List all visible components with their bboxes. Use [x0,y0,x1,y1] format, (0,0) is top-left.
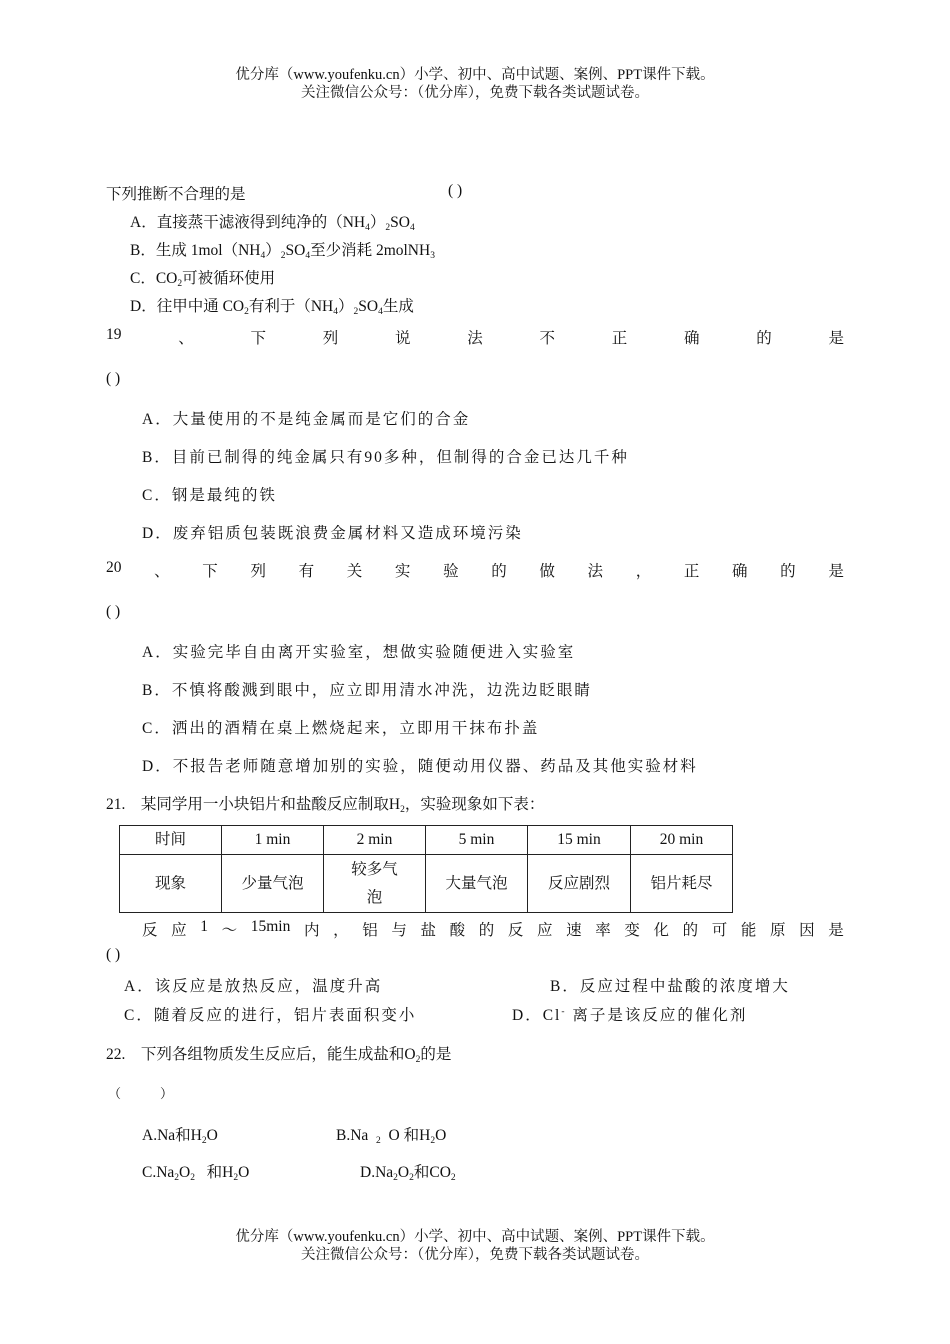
footer-line-1: 优分库（www.youfenku.cn）小学、初中、高中试题、案例、PPT课件下载。 [235,1229,715,1245]
table-header-cell: 2 min [324,826,426,855]
q19-option-c: C．钢是最纯的铁 [142,487,277,504]
q18-option-d: D．往甲中通 $CO_2$有利于$(NH_4)_2SO_4$生成 [130,298,414,317]
table-cell: 较多气泡 [324,855,426,913]
q18-stem: 下列推断不合理的是 [106,186,246,203]
q22-option-b: B.Na $_2$ O 和$H_2O$ [336,1127,447,1146]
q22-option-d: $D.Na_2O_2$和$CO_2$ [360,1164,456,1183]
q21-followup: 反 应 1 ～ 15min 内 ， 铝 与 盐 酸 的 反 应 速 率 变 化 的 可 能 原 因 是 [142,918,844,939]
footer-line-2: 关注微信公众号：（优分库），免费下载各类试题试卷。 [301,1247,649,1263]
table-header-cell: 20 min [631,826,733,855]
q19-stem: 19 、 下 列 说 法 不 正 确 的 是 [106,326,844,347]
q21-paren: ( ) [106,946,121,963]
table-cell: 铝片耗尽 [631,855,733,913]
q20-stem: 20 、 下 列 有 关 实 验 的 做 法 ， 正 确 的 是 [106,559,844,580]
table-header-row [120,826,733,855]
q22-paren: （ ） [108,1086,174,1101]
q18-paren: ( ) [448,182,463,199]
q22-option-c: $C.Na_2O_2$ 和$H_2O$ [142,1164,250,1183]
q21-option-d: D．Cl- 离子是该反应的催化剂 [512,1007,748,1024]
q18-option-a: A．直接蒸干滤液得到纯净的$(NH_4)_2SO_4$ [130,214,415,233]
q19-option-a: A．大量使用的不是纯金属而是它们的合金 [142,411,471,428]
table-cell: 反应剧烈 [528,855,631,913]
table-cell: 少量气泡 [222,855,324,913]
q19-paren: ( ) [106,370,121,387]
q21-stem: 21. 某同学用一小块铝片和盐酸反应制取$H_2$，实验现象如下表： [106,796,545,815]
q21-observation-table [119,825,733,913]
table-cell: 大量气泡 [426,855,528,913]
q20-paren: ( ) [106,603,121,620]
q18-option-b: B．生成 $1mol(NH_4)_2SO_4$至少消耗 2molNH$_3$ [130,242,435,261]
q21-option-c: C．随着反应的进行，铝片表面积变小 [124,1007,417,1024]
q20-option-b: B．不慎将酸溅到眼中，应立即用清水冲洗，边洗边眨眼睛 [142,682,592,699]
table-header-cell: 15 min [528,826,631,855]
q21-option-a: A．该反应是放热反应，温度升高 [124,978,383,995]
q18-option-c: C．$CO_2$可被循环使用 [130,270,276,289]
q22-stem: 22. 下列各组物质发生反应后，能生成盐和$O_2$的是 [106,1046,452,1065]
q20-option-c: C．洒出的酒精在桌上燃烧起来，立即用干抹布扑盖 [142,720,540,737]
table-header-cell: 时间 [120,826,222,855]
q19-option-b: B．目前已制得的纯金属只有90多种，但制得的合金已达几千种 [142,449,629,466]
header-line-1: 优分库（www.youfenku.cn）小学、初中、高中试题、案例、PPT课件下载。 [235,67,715,83]
q20-option-d: D．不报告老师随意增加别的实验，随便动用仪器、药品及其他实验材料 [142,758,698,775]
q19-option-d: D．废弃铝质包装既浪费金属材料又造成环境污染 [142,525,523,542]
q20-option-a: A．实验完毕自由离开实验室，想做实验随便进入实验室 [142,644,576,661]
header-line-2: 关注微信公众号：（优分库），免费下载各类试题试卷。 [301,85,649,101]
table-row [120,855,733,913]
table-row-label: 现象 [120,855,222,913]
q22-option-a: A.Na和$H_2O$ [142,1127,218,1146]
table-header-cell: 1 min [222,826,324,855]
table-header-cell: 5 min [426,826,528,855]
q21-option-b: B．反应过程中盐酸的浓度增大 [550,978,790,995]
